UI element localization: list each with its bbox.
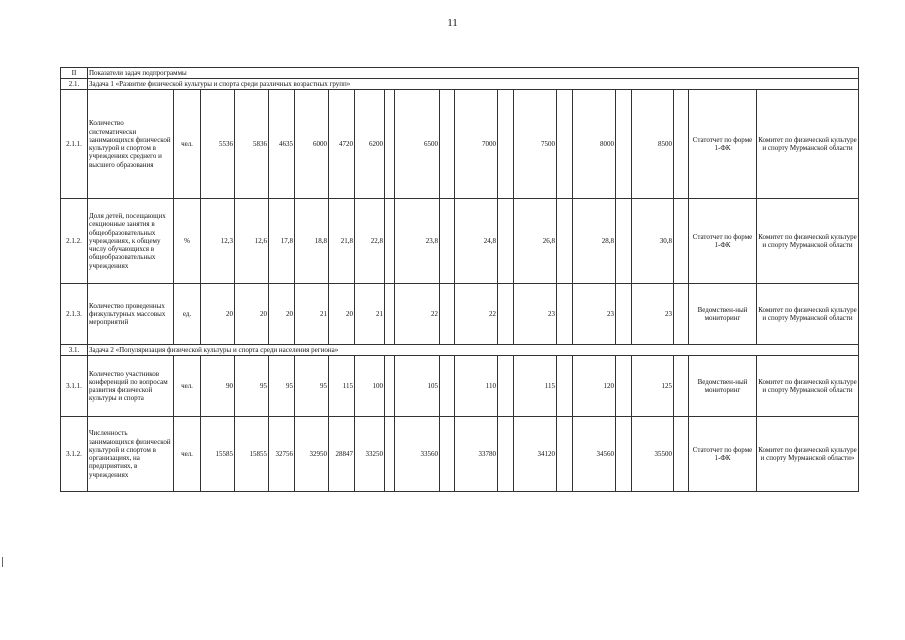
task-title: Задача 2 «Популяризация физической культуры и спорта среди населения региона» <box>88 345 859 356</box>
empty-cell <box>616 417 632 492</box>
value-cell: 6500 <box>395 90 440 199</box>
value-cell: 30,8 <box>632 199 674 284</box>
value-cell: 20 <box>235 284 269 345</box>
empty-cell <box>616 284 632 345</box>
value-cell: 35500 <box>632 417 674 492</box>
indicator-name: Количество проведенных физкультурных массовых мероприятий <box>88 284 174 345</box>
empty-cell <box>385 90 395 199</box>
empty-cell <box>385 284 395 345</box>
table-row <box>61 284 859 345</box>
value-cell: 21 <box>295 284 329 345</box>
row-index: 2.1.1. <box>61 90 88 199</box>
empty-cell <box>674 199 689 284</box>
empty-cell <box>498 284 514 345</box>
value-cell: 5536 <box>201 90 235 199</box>
value-cell: 32756 <box>269 417 295 492</box>
value-cell: 33560 <box>395 417 440 492</box>
value-cell: 115 <box>514 356 557 417</box>
empty-cell <box>498 417 514 492</box>
value-cell: 12,6 <box>235 199 269 284</box>
value-cell: 20 <box>329 284 355 345</box>
value-cell: 120 <box>573 356 616 417</box>
value-cell: 15855 <box>235 417 269 492</box>
value-cell: 28847 <box>329 417 355 492</box>
table-row <box>61 199 859 284</box>
value-cell: 4720 <box>329 90 355 199</box>
table-row <box>61 90 859 199</box>
empty-cell <box>616 356 632 417</box>
empty-cell <box>385 417 395 492</box>
section-title: Показатели задач подпрограммы <box>88 68 859 79</box>
empty-cell <box>557 199 573 284</box>
empty-cell <box>385 199 395 284</box>
value-cell: 20 <box>201 284 235 345</box>
empty-cell <box>440 417 455 492</box>
value-cell: 95 <box>269 356 295 417</box>
value-cell: 22 <box>395 284 440 345</box>
source-cell: Статотчет по форме 1-ФК <box>689 199 757 284</box>
task-row <box>61 345 859 356</box>
unit-cell: % <box>174 199 201 284</box>
value-cell: 23 <box>573 284 616 345</box>
value-cell: 22,8 <box>355 199 385 284</box>
value-cell: 105 <box>395 356 440 417</box>
value-cell: 21 <box>355 284 385 345</box>
value-cell: 95 <box>295 356 329 417</box>
value-cell: 95 <box>235 356 269 417</box>
scan-edge-mark <box>2 557 3 567</box>
empty-cell <box>440 90 455 199</box>
value-cell: 15585 <box>201 417 235 492</box>
value-cell: 125 <box>632 356 674 417</box>
empty-cell <box>498 356 514 417</box>
empty-cell <box>440 284 455 345</box>
value-cell: 8500 <box>632 90 674 199</box>
value-cell: 115 <box>329 356 355 417</box>
task-title: Задача 1 «Развитие физической культуры и спорта среди различных возрастных групп» <box>88 79 859 90</box>
empty-cell <box>557 284 573 345</box>
row-index: 3.1.1. <box>61 356 88 417</box>
row-index: 3.1.2. <box>61 417 88 492</box>
executor-cell: Комитет по физической культуре и спорту Мурманской области <box>757 284 859 345</box>
value-cell: 17,8 <box>269 199 295 284</box>
value-cell: 28,8 <box>573 199 616 284</box>
indicator-name: Количество систематически занимающихся физической культурой и спортом в учреждениях среднего и высшего образования <box>88 90 174 199</box>
source-cell: Ведомствен-ный мониторинг <box>689 356 757 417</box>
indicator-name: Количество участников конференций по вопросам развития физической культуры и спорта <box>88 356 174 417</box>
value-cell: 34560 <box>573 417 616 492</box>
indicator-name: Доля детей, посещающих секционные занятия в общеобразовательных учреждениях, к общему числу обучающихся в общеобразовательных учреждениях <box>88 199 174 284</box>
task-index: 2.1. <box>61 79 88 90</box>
source-cell: Ведомствен-ный мониторинг <box>689 284 757 345</box>
executor-cell: Комитет по физической культуре и спорту Мурманской области <box>757 199 859 284</box>
table-row <box>61 356 859 417</box>
unit-cell: чел. <box>174 90 201 199</box>
value-cell: 7500 <box>514 90 557 199</box>
value-cell: 32950 <box>295 417 329 492</box>
empty-cell <box>674 417 689 492</box>
empty-cell <box>616 90 632 199</box>
value-cell: 12,3 <box>201 199 235 284</box>
unit-cell: ед. <box>174 284 201 345</box>
empty-cell <box>440 199 455 284</box>
empty-cell <box>385 356 395 417</box>
value-cell: 7000 <box>455 90 498 199</box>
empty-cell <box>674 356 689 417</box>
value-cell: 34120 <box>514 417 557 492</box>
value-cell: 6000 <box>295 90 329 199</box>
page-number: 11 <box>447 17 458 29</box>
empty-cell <box>674 284 689 345</box>
value-cell: 8000 <box>573 90 616 199</box>
executor-cell: Комитет по физической культуре и спорту Мурманской области <box>757 90 859 199</box>
empty-cell <box>557 356 573 417</box>
empty-cell <box>557 90 573 199</box>
empty-cell <box>440 356 455 417</box>
task-row <box>61 79 859 90</box>
indicators-table <box>60 67 859 492</box>
empty-cell <box>498 90 514 199</box>
source-cell: Статотчет по форме 1-ФК <box>689 90 757 199</box>
value-cell: 24,8 <box>455 199 498 284</box>
value-cell: 23,8 <box>395 199 440 284</box>
value-cell: 26,8 <box>514 199 557 284</box>
value-cell: 5836 <box>235 90 269 199</box>
value-cell: 23 <box>632 284 674 345</box>
empty-cell <box>674 90 689 199</box>
value-cell: 18,8 <box>295 199 329 284</box>
value-cell: 22 <box>455 284 498 345</box>
row-index: 2.1.3. <box>61 284 88 345</box>
value-cell: 90 <box>201 356 235 417</box>
value-cell: 21,8 <box>329 199 355 284</box>
row-index: 2.1.2. <box>61 199 88 284</box>
value-cell: 33250 <box>355 417 385 492</box>
unit-cell: чел. <box>174 417 201 492</box>
value-cell: 23 <box>514 284 557 345</box>
value-cell: 4635 <box>269 90 295 199</box>
unit-cell: чел. <box>174 356 201 417</box>
empty-cell <box>557 417 573 492</box>
value-cell: 20 <box>269 284 295 345</box>
table-row <box>61 417 859 492</box>
value-cell: 6200 <box>355 90 385 199</box>
executor-cell: Комитет по физической культуре и спорту Мурманской области <box>757 356 859 417</box>
executor-cell: Комитет по физической культуре и спорту Мурманской области» <box>757 417 859 492</box>
value-cell: 110 <box>455 356 498 417</box>
source-cell: Статотчет по форме 1-ФК <box>689 417 757 492</box>
empty-cell <box>616 199 632 284</box>
task-index: 3.1. <box>61 345 88 356</box>
section-row <box>61 68 859 79</box>
value-cell: 33780 <box>455 417 498 492</box>
indicator-name: Численность занимающихся физической культурой и спортом в организациях, на предприятиях, в учреждениях <box>88 417 174 492</box>
empty-cell <box>498 199 514 284</box>
value-cell: 100 <box>355 356 385 417</box>
section-index: II <box>61 68 88 79</box>
